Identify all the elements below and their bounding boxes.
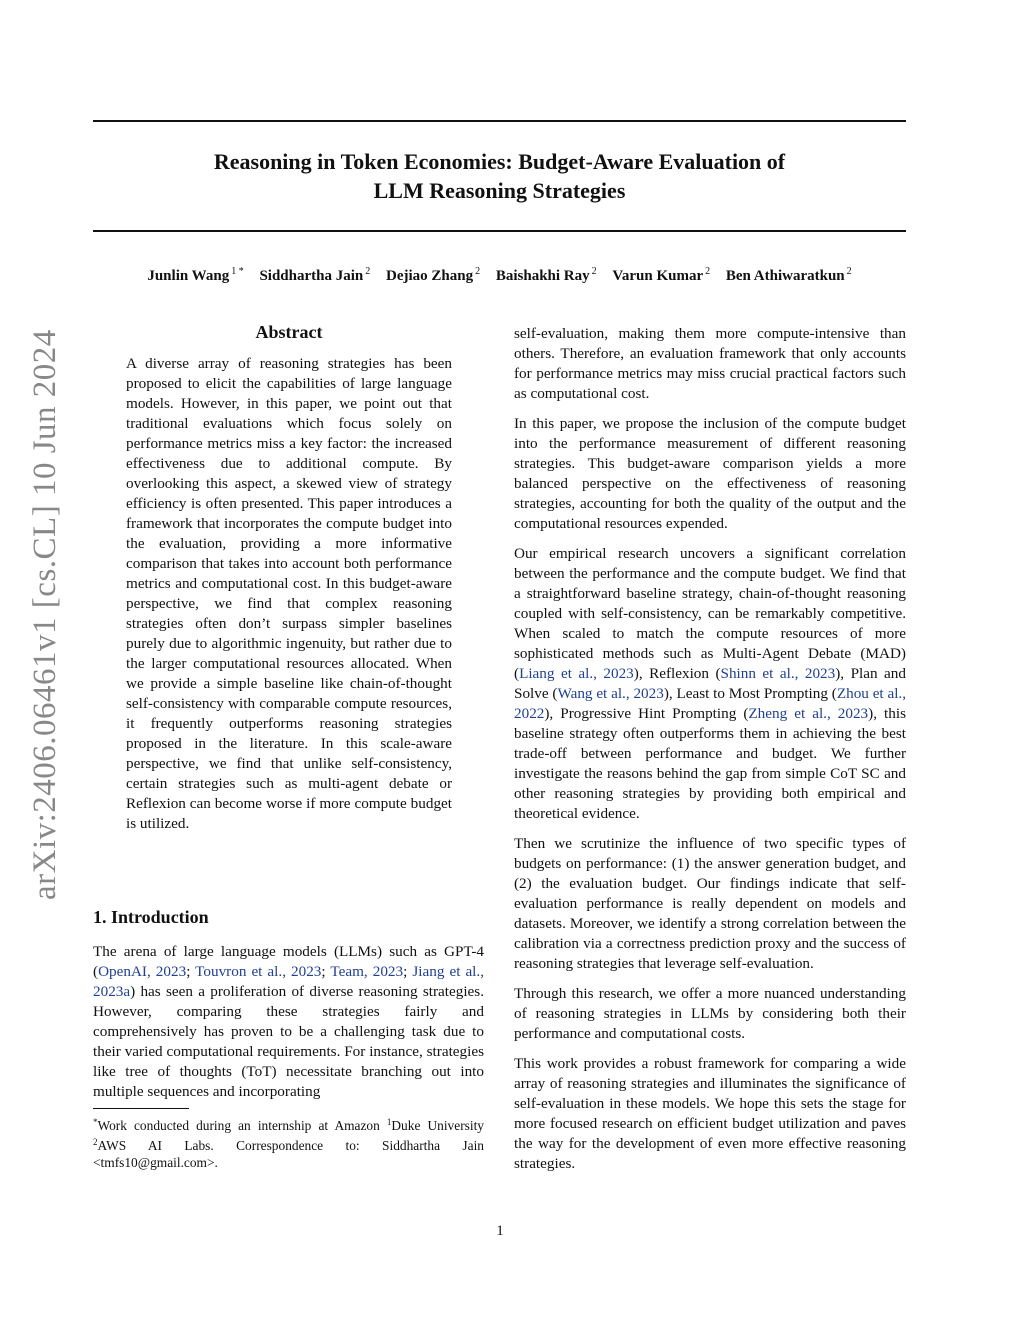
paragraph: Then we scrutinize the influence of two specific types of budgets on performance: (1) the answer generation budget, and (2) the evaluation budget. Our findings indicate that self-evaluation performance is really dependent on models and datasets. Moreover, we identify a strong correlation between the calibration via a correctness prediction proxy and the success of reasoning strategies that leverage self-evaluation.	[514, 835, 906, 972]
abstract-body	[126, 354, 452, 844]
paragraph: In this paper, we propose the inclusion of the compute budget into the performance measurement of different reasoning strategies. This budget-aware comparison yields a more balanced perspective on the effectiveness of reasoning strategies, accounting for both the quality of the output and the computational resources expended.	[514, 415, 906, 532]
citation-link[interactable]: OpenAI, 2023	[98, 963, 187, 980]
citation-link[interactable]: Touvron et al., 2023	[195, 963, 322, 980]
author: Junlin Wang $^{1 *}$	[147, 266, 244, 284]
citation-link[interactable]: Zhou et al., 2022	[514, 685, 907, 722]
abstract-heading: Abstract	[255, 322, 323, 342]
introduction-body	[93, 942, 484, 1112]
title-line-1: Reasoning in Token Economies: Budget-Aware Evaluation of	[213, 149, 786, 174]
author: Dejiao Zhang $^2$	[386, 266, 481, 284]
citation-link[interactable]: Zheng et al., 2023	[748, 705, 869, 722]
citation-link[interactable]: Team, 2023	[330, 963, 404, 980]
introduction-heading: 1. Introduction	[93, 907, 209, 927]
title-line-2: LLM Reasoning Strategies	[373, 178, 626, 203]
arxiv-identifier: arXiv:2406.06461v1 [cs.CL] 10 Jun 2024	[27, 329, 63, 900]
citation-link[interactable]: Wang et al., 2023	[557, 685, 664, 702]
footnote: *Work conducted during an internship at Amazon $^1$Duke University $^2$AWS AI Labs. Correspondence to: Siddhartha Jain <tmfs10@gmail.com>.	[93, 1117, 484, 1170]
author: Baishakhi Ray $^2$	[495, 266, 597, 284]
citation-link[interactable]: Jiang et al., 2023a	[93, 963, 484, 1000]
author-list	[93, 266, 906, 285]
intro-paragraph: The arena of large language models (LLMs) such as GPT-4 (OpenAI, 2023; Touvron et al., 2023; Team, 2023; Jiang et al., 2023a) has seen a proliferation of diverse reasoning strategies. However, comparing these strategies fairly and comprehensively has proven to be a challenging task due to their varied computational requirements. For instance, strategies like tree of thoughts (ToT) necessitate branching out into multiple sequences and incorporating	[93, 943, 484, 1100]
title-top-rule	[93, 120, 906, 122]
citation-link[interactable]: Liang et al., 2023	[519, 665, 634, 682]
abstract-text: A diverse array of reasoning strategies has been proposed to elicit the capabilities of large language models. However, in this paper, we point out that traditional evaluations which focus solely on performance metrics miss a key factor: the increased effectiveness due to additional compute. By overlooking this aspect, a skewed view of strategy efficiency is often presented. This paper introduces a framework that incorporates the compute budget into the evaluation, providing a more informative comparison that takes into account both performance metrics and computational cost. In this budget-aware perspective, we find that complex reasoning strategies often don’t surpass simpler baselines purely due to algorithmic ingenuity, but rather due to the larger computational resources allocated. When we provide a simple baseline like chain-of-thought self-consistency with comparable compute resources, it frequently outperforms reasoning strategies proposed in the literature. In this scale-aware perspective, we find that unlike self-consistency, certain strategies such as multi-agent debate or Reflexion can become worse if more compute budget is utilized.	[126, 355, 452, 832]
title-bottom-rule	[93, 230, 906, 232]
paper-title	[93, 147, 906, 205]
citation-link[interactable]: Shinn et al., 2023	[720, 665, 836, 682]
author: Ben Athiwaratkun $^2$	[725, 266, 852, 284]
footnote-rule	[93, 1108, 189, 1109]
paragraph: self-evaluation, making them more compute-intensive than others. Therefore, an evaluation framework that only accounts for performance metrics may miss crucial practical factors such as computational cost.	[514, 325, 906, 402]
paragraph: This work provides a robust framework for comparing a wide array of reasoning strategies and illuminates the significance of self-evaluation in these models. We hope this sets the stage for more focused research on efficient budget utilization and paves the way for the development of even more effective reasoning strategies.	[514, 1055, 906, 1172]
page-number: 1	[496, 1223, 504, 1239]
author: Siddhartha Jain $^2$	[259, 266, 371, 284]
paragraph: Our empirical research uncovers a significant correlation between the performance and the compute budget. We find that a straightforward baseline strategy, chain-of-thought reasoning coupled with self-consistency, can be remarkably competitive. When scaled to match the compute resources of more sophisticated methods such as Multi-Agent Debate (MAD) (Liang et al., 2023), Reflexion (Shinn et al., 2023), Plan and Solve (Wang et al., 2023), Least to Most Prompting (Zhou et al., 2022), Progressive Hint Prompting (Zheng et al., 2023), this baseline strategy often outperforms them in achieving the best trade-off between performance and budget. We further investigate the reasons behind the gap from simple CoT SC and other reasoning strategies by providing both empirical and theoretical evidence.	[514, 545, 907, 822]
author: Varun Kumar $^2$	[612, 266, 711, 284]
right-column	[514, 324, 906, 1184]
paragraph: Through this research, we offer a more nuanced understanding of reasoning strategies in LLMs by considering both their performance and computational costs.	[514, 985, 906, 1042]
